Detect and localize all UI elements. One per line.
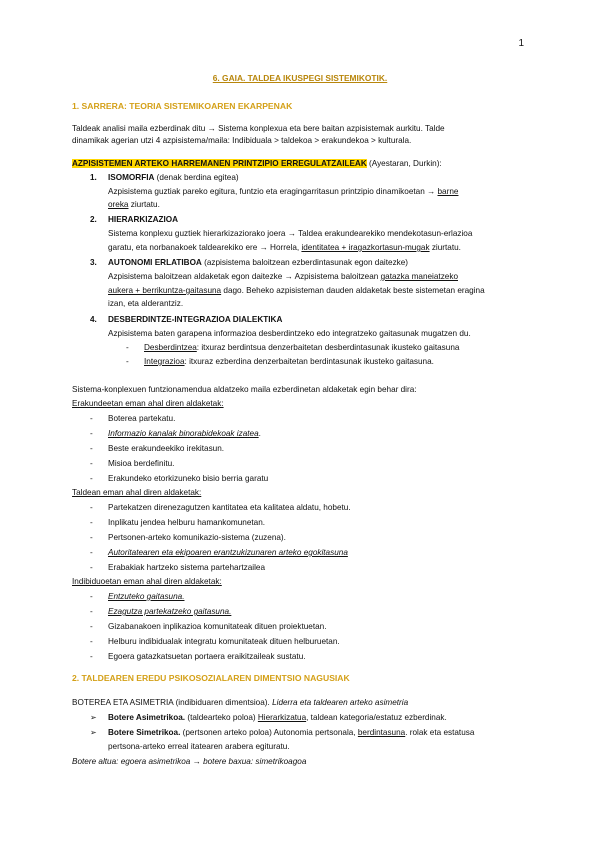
indiv-changes-heading: Indibiduoetan eman ahal diren aldaketak: [72,577,222,586]
section-1-heading: 1. SARRERA: TEORIA SISTEMIKOAREN EKARPENAK [72,101,293,111]
levels-intro: Sistema-konplexuen funtzionamendua aldatzeko maila ezberdinetan aldaketak egin behar dira: [72,385,417,394]
principle-3-title: AUTONOMI ERLATIBOA (azpisistema baloitzean ezberdintasunak egon daitezke) [108,258,409,267]
indiv-item: Ezagutza partekatzeko gaitasuna. [108,607,232,616]
power-closing: Botere altua: egoera asimetrikoa → botere baxua: simetrikoagoa [72,757,307,766]
org-item: Beste erakundeekiko irekitasun. [108,444,225,453]
list-dash: - [90,518,93,527]
subitem-dash: - [126,357,129,366]
section-2-heading: 2. TALDEAREN EREDU PSIKOSOZIALAREN DIMENTSIO NAGUSIAK [72,673,350,683]
arrow-bullet-icon: ➢ [90,728,97,737]
list-dash: - [90,637,93,646]
intro-line-1: Taldeak analisi maila ezberdinak ditu → Sistema konplexua eta bere baitan azpisistemak aurkitu. Talde [72,124,445,133]
principle-4-title: DESBERDINTZE-INTEGRAZIOA DIALEKTIKA [108,315,283,324]
principle-3-line-1: Azpisistema baloitzean aldaketak egon daitezke → Azpisistema baloitzean gatazka maneiatzeko [108,272,458,281]
list-dash: - [90,652,93,661]
indiv-item: Entzuteko gaitasuna. [108,592,185,601]
document-title: 6. GAIA. TALDEA IKUSPEGI SISTEMIKOTIK. [212,73,388,83]
principle-3-line-3: izan, eta alderantziz. [108,299,184,308]
principles-highlight: AZPISISTEMEN ARTEKO HARREMANEN PRINTZIPIO ERREGULATZAILEAK [72,159,367,168]
power-title: BOTEREA ETA ASIMETRIA (indibiduaren dimentsioa). Liderra eta taldearen arteko asimetria [72,698,409,707]
subitem-dash: - [126,343,129,352]
group-item: Partekatzen direnezagutzen kantitatea eta kalitatea aldatu, hobetu. [108,503,351,512]
group-item: Inplikatu jendea helburu hamankomunetan. [108,518,266,527]
principle-2-line-1: Sistema konplexu guztiek hierarkizaziorako joera → Taldea erakundearekiko mendekotasun-erlazioa [108,229,473,238]
subitem-desberdintzea: Desberdintzea: itxuraz berdintsua denzerbaitetan desberdintasunak ikusteko gaitasuna [144,343,460,352]
principle-2-line-2: garatu, eta norbanakoek taldearekiko ere → Horrela, identitatea + iragazkortasun-mugak ziurtatu. [108,243,461,252]
indiv-item: Helburu indibidualak integratu komunitateak dituen helburuetan. [108,637,340,646]
intro-line-2: dinamikak agerian utzi 4 azpisistema/maila: Indibiduala > taldekoa > erakundekoa > kulturala. [72,136,412,145]
principle-4-number: 4. [90,315,97,324]
list-dash: - [90,459,93,468]
org-item: Informazio kanalak binorabidekoak izatea. [108,429,261,438]
indiv-item: Gizabanakoen inplikazioa komunitateak dituen proiektuetan. [108,622,327,631]
principle-2-title: HIERARKIZAZIOA [108,215,179,224]
principle-1-line-1: Azpisistema guztiak pareko egitura, funtzio eta eragingarritasun printzipio dinamikoetan → barne [108,187,459,196]
principle-3-number: 3. [90,258,97,267]
power-asymmetric: Botere Asimetrikoa. (taldearteko poloa) Hierarkizatua, taldean kategoria/estatuz ezberdinak. [108,713,447,722]
list-dash: - [90,474,93,483]
org-changes-heading: Erakundeetan eman ahal diren aldaketak: [72,399,224,408]
arrow-bullet-icon: ➢ [90,713,97,722]
list-dash: - [90,592,93,601]
principle-2-number: 2. [90,215,97,224]
list-dash: - [90,503,93,512]
subitem-integrazioa: Integrazioa: itxuraz ezberdina denzerbaitetan berdintasunak ikusteko gaitasuna. [144,357,434,366]
indiv-item: Egoera gatazkatsuetan portaera eraikitzaileak sustatu. [108,652,306,661]
list-dash: - [90,607,93,616]
group-item: Pertsonen-arteko komunikazio-sistema (zuzena). [108,533,286,542]
principle-3-line-2: aukera + berrikuntza-gaitasuna dago. Beheko azpisisteman dauden aldaketak beste sistemetan eragina [108,286,485,295]
principles-authors: (Ayestaran, Durkin): [366,159,442,168]
list-dash: - [90,533,93,542]
org-item: Misioa berdefinitu. [108,459,175,468]
group-item: Erabakiak hartzeko sistema partehartzailea [108,563,266,572]
page-number: 1 [518,38,524,49]
org-item: Erakundeko etorkizuneko bisio berria garatu [108,474,269,483]
org-item: Boterea partekatu. [108,414,176,423]
list-dash: - [90,622,93,631]
principle-1-number: 1. [90,173,97,182]
group-changes-heading: Taldean eman ahal diren aldaketak: [72,488,202,497]
power-symmetric: Botere Simetrikoa. (pertsonen arteko poloa) Autonomia pertsonala, berdintasuna. rolak eta estatusa [108,728,475,737]
list-dash: - [90,429,93,438]
principle-1-line-2: oreka ziurtatu. [108,200,160,209]
principle-4-line-1: Azpisistema baten garapena informazioa desberdintzeko edo integratzeko gaitasunak mugatzen du. [108,329,471,338]
power-symmetric-line-2: pertsona-arteko erreal itatearen arabera egituratu. [108,742,290,751]
list-dash: - [90,414,93,423]
principles-heading [72,158,528,170]
list-dash: - [90,548,93,557]
list-dash: - [90,444,93,453]
group-item: Autoritatearen eta ekipoaren erantzukizunaren arteko egokitasuna [108,548,348,557]
list-dash: - [90,563,93,572]
principle-1-title: ISOMORFIA (denak berdina egitea) [108,173,239,182]
